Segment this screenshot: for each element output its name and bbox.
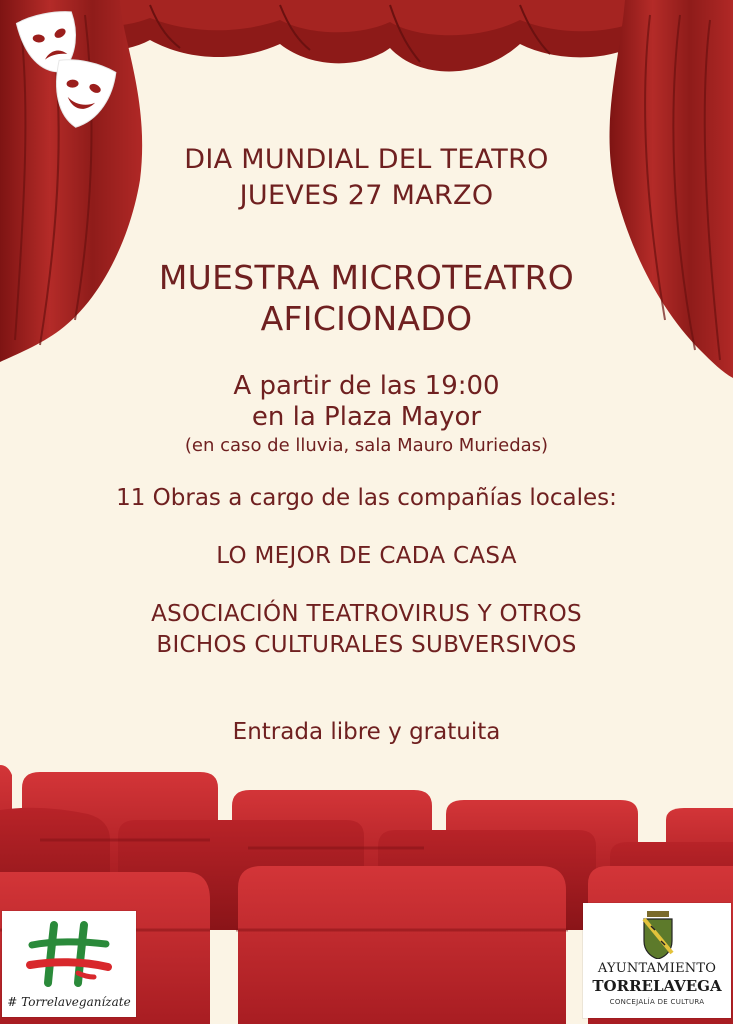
hashtag-text: # Torrelaveganízate xyxy=(7,995,131,1009)
hashtag-logo-icon xyxy=(2,911,136,995)
department-label: CONCEJALÍA DE CULTURA xyxy=(609,998,705,1006)
event-date: JUEVES 27 MARZO xyxy=(239,180,494,211)
entry-note: Entrada libre y gratuita xyxy=(232,719,501,745)
event-place: en la Plaza Mayor xyxy=(251,402,482,432)
event-time: A partir de las 19:00 xyxy=(233,371,500,401)
event-subtitle-line2: AFICIONADO xyxy=(260,299,473,338)
coat-of-arms-icon xyxy=(641,911,675,959)
torrelaveganizate-logo xyxy=(2,911,136,1017)
event-subtitle-line1: MUESTRA MICROTEATRO xyxy=(158,258,575,297)
company-2-line2: BICHOS CULTURALES SUBVERSIVOS xyxy=(156,632,577,658)
company-2-line1: ASOCIACIÓN TEATROVIRUS Y OTROS xyxy=(151,601,582,627)
event-title: DIA MUNDIAL DEL TEATRO xyxy=(184,144,549,175)
ayuntamiento-label: AYUNTAMIENTO xyxy=(597,961,717,976)
event-plays: 11 Obras a cargo de las compañías locales: xyxy=(116,485,617,511)
event-rain-note: (en caso de lluvia, sala Mauro Muriedas) xyxy=(184,435,549,456)
ayuntamiento-logo xyxy=(583,903,731,1018)
company-1: LO MEJOR DE CADA CASA xyxy=(216,543,517,569)
city-label: TORRELAVEGA xyxy=(592,977,722,995)
